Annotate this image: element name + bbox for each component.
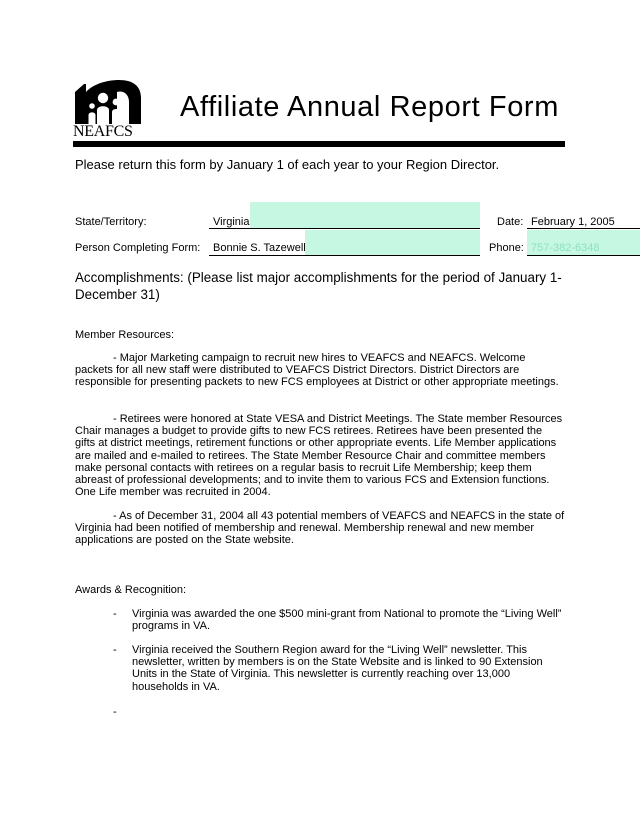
award-bullet-1-marker: - (113, 608, 117, 620)
neafcs-logo (73, 80, 145, 142)
awards-heading: Awards & Recognition: (75, 584, 187, 596)
member-resources-paragraph-1: - Major Marketing campaign to recruit new hires to VEAFCS and NEAFCS. Welcome packets for all new staff were distributed to VEAFCS District Directors. District Directors are responsible for presenting packets to new FCS employees at District or other appropriate meetings. (75, 352, 559, 389)
phone-field-underline (527, 255, 640, 256)
page-title: Affiliate Annual Report Form (180, 91, 559, 123)
state-field[interactable]: Virginia (213, 216, 250, 228)
date-field[interactable]: February 1, 2005 (531, 216, 615, 228)
logo-text: NEAFCS (73, 123, 133, 140)
state-field-highlight (250, 202, 480, 228)
person-field-highlight (305, 230, 480, 255)
phone-label: Phone: (489, 242, 524, 254)
award-bullet-3-marker: - (113, 706, 117, 718)
neafcs-logo-mark (73, 80, 145, 124)
award-bullet-2: Virginia received the Southern Region award for the “Living Well” newsletter. This newsletter, written by members is on the State Website and is linked to 90 Extension Units in the State of Virginia. This newsletter is currently reaching over 13,000 households in VA. (132, 644, 543, 693)
state-label: State/Territory: (75, 216, 147, 228)
date-label: Date: (497, 216, 524, 228)
person-label: Person Completing Form: (75, 242, 201, 254)
award-bullet-1: Virginia was awarded the one $500 mini-grant from National to promote the “Living Well” programs in VA. (132, 608, 562, 633)
title-divider (73, 141, 565, 147)
state-field-underline (209, 228, 480, 229)
member-resources-heading: Member Resources: (75, 329, 175, 341)
instruction-text: Please return this form by January 1 of each year to your Region Director. (75, 157, 500, 172)
member-resources-paragraph-2: - Retirees were honored at State VESA and District Meetings. The State member Resources Chair manages a budget to provide gifts to new FCS retirees. Retirees have been presented the gifts at district meetings, retirement functions or other appropriate events. Life Member applications are mailed and e-mailed to retirees. The State Member Resource Chair and committee members make personal contacts with retirees on a regular basis to recruit Life Membership; keep them abreast of professional developments; and to invite them to various FCS and Extension functions. One Life member was recruited in 2004. (75, 413, 563, 499)
person-field-underline (209, 255, 480, 256)
date-field-underline (527, 228, 640, 229)
phone-field[interactable]: 757-382-6348 (531, 242, 600, 254)
accomplishments-heading: Accomplishments: (Please list major accomplishments for the period of January 1-December 31) (75, 270, 562, 302)
award-bullet-2-marker: - (113, 644, 117, 656)
person-field[interactable]: Bonnie S. Tazewell (213, 242, 306, 254)
member-resources-paragraph-3: - As of December 31, 2004 all 43 potential members of VEAFCS and NEAFCS in the state of Virginia had been notified of membership and renewal. Membership renewal and new member applications are posted on the State website. (75, 510, 565, 547)
